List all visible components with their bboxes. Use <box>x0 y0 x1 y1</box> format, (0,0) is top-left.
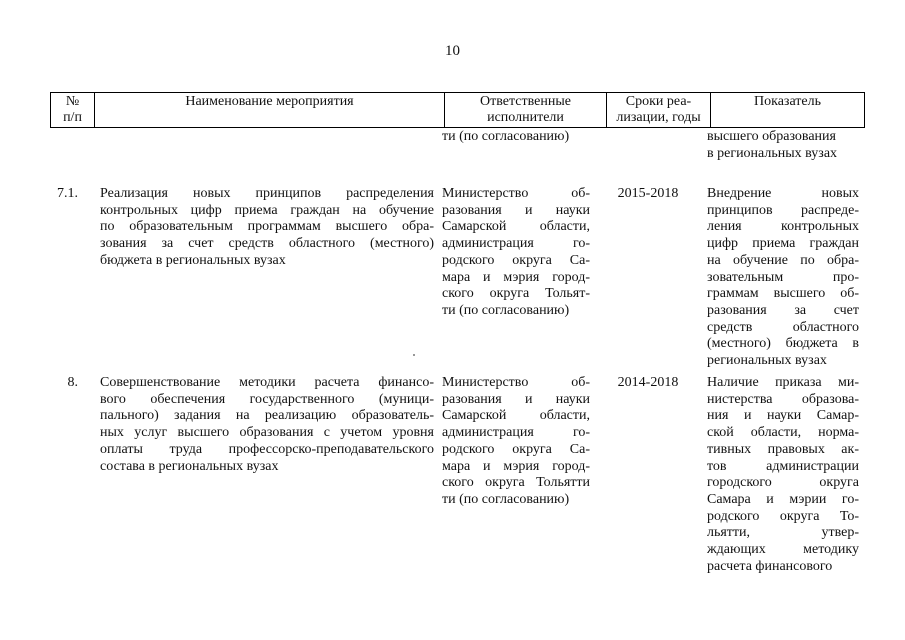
row-name: Реализация новых принципов распределения контрольных цифр приема граждан на обучение по образовательным программам высшего обра- зования за счет средств областного (местного) бюджета в региональных вузах <box>100 186 434 268</box>
row-years: 2014-2018 <box>617 375 679 390</box>
page-number: 10 <box>445 43 460 59</box>
row-indicator: Внедрение новых принципов распреде- ления контрольных цифр приема граждан на обучение по обра- зовательным про- граммам высшего об- разования за счет средств областного (местного) бюджета в региональных вузах <box>707 186 859 369</box>
row-num: 8. <box>67 375 78 390</box>
row-executors: Министерство об- разования и науки Самарской области, администрация го- родского округа Са- мара и мэрия город- ского округа Тольятти ти (по согласованию) <box>442 375 590 507</box>
continuation-indicator: высшего образования в региональных вузах <box>707 129 838 161</box>
row-executors: Министерство об- разования и науки Самарской области, администрация го- родского округа Са- мара и мэрия город- ского округа Тольят- ти (по согласованию) <box>442 186 590 318</box>
header-timing: Сроки реа- лизации, годы <box>607 93 711 128</box>
header-indicator: Показатель <box>711 93 865 128</box>
continuation-executors: ти (по согласованию) <box>442 129 570 144</box>
row-years: 2015-2018 <box>617 186 679 201</box>
table-header <box>50 92 865 128</box>
header-executors: Ответственные исполнители <box>445 93 607 128</box>
header-name: Наименование мероприятия <box>95 93 445 128</box>
row-num: 7.1. <box>57 186 78 201</box>
header-num: № п/п <box>51 93 95 128</box>
row-indicator: Наличие приказа ми- нистерства образова- ния и науки Самар- ской области, норма- тивных правовых ак- тов администрации городского округа Самара и мэрии го- родского округа То- льятти, утвер- ждающих методику расчета финансового <box>707 375 859 574</box>
scan-speck <box>413 354 415 356</box>
row-name: Совершенствование методики расчета финансо- вого обеспечения государственного (муници- пального) задания на реализацию образователь- ных услуг высшего образования с учетом уровня оплаты труда профессорско-преподавательского состава в региональных вузах <box>100 375 434 474</box>
